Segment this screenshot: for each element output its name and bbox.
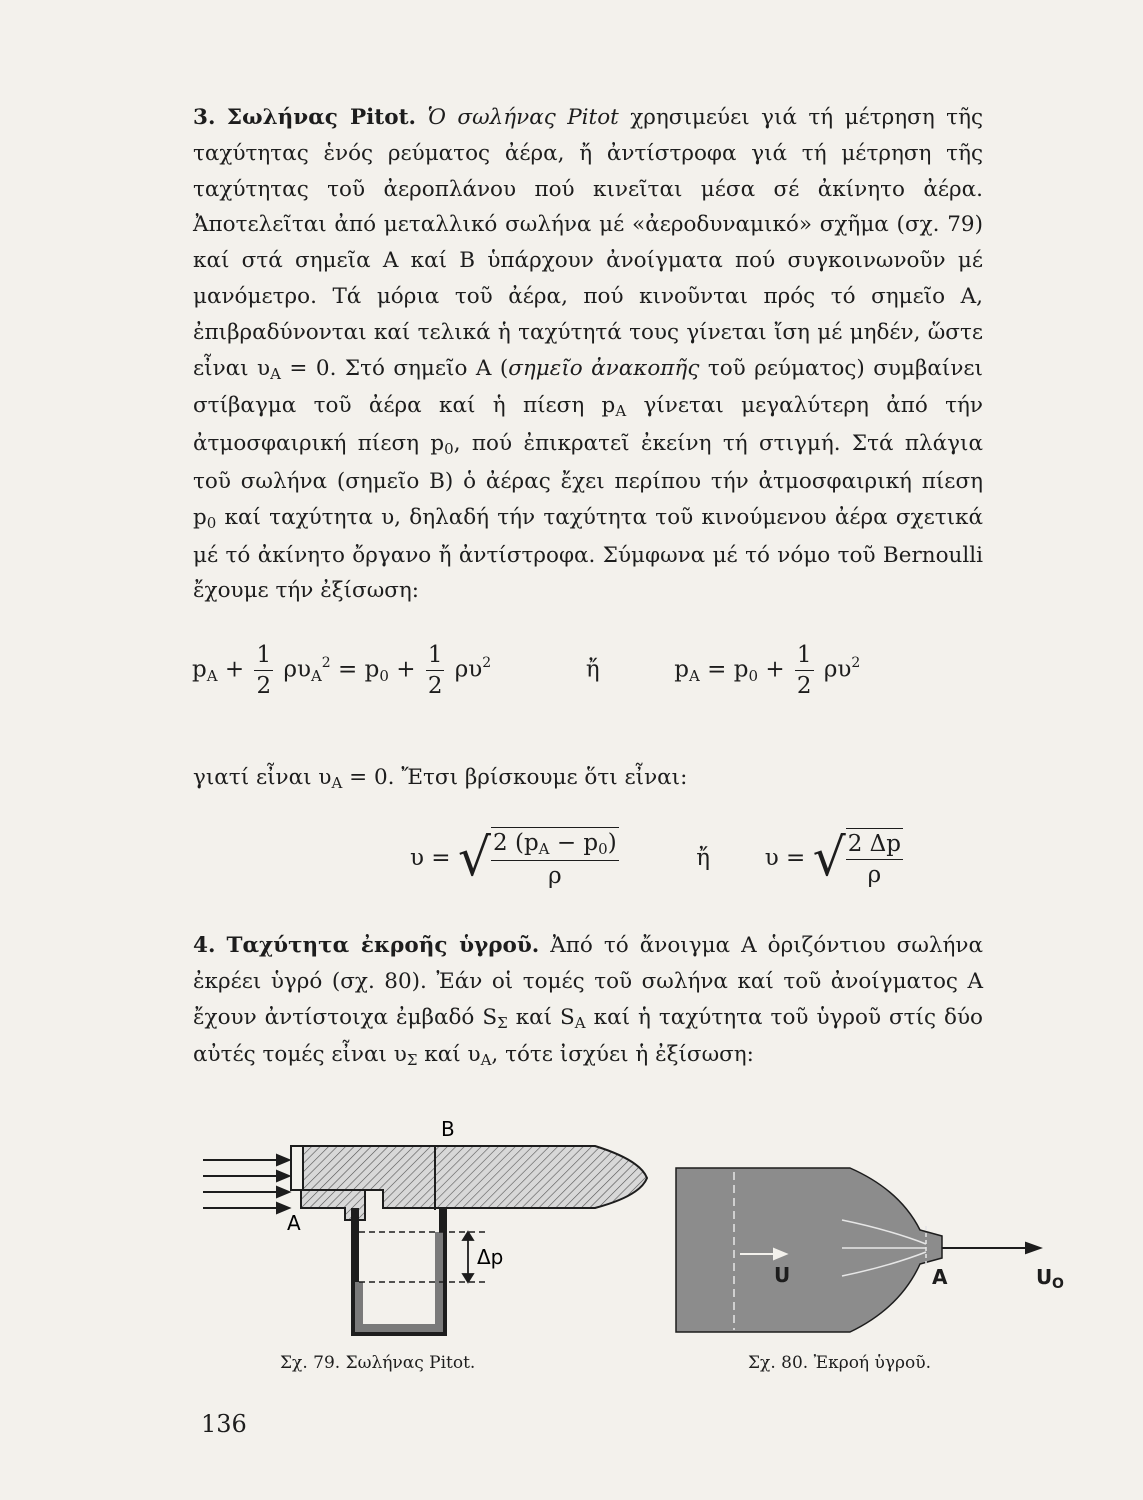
eq2-num-b: − p [549, 830, 599, 856]
eq1-half2-den: 2 [427, 673, 443, 699]
section-3-body-a: χρησιμεύει γιά τή μέτρηση τῆς ταχύτητας ἑνός ρεύματος ἀέρα, ἤ ἀντίστροφα γιά τή μέτρηση τῆς ταχύτητας τοῦ ἀεροπλάνου πού κινεῖται μέσα σέ ἀκίνητο ἀέρα. Ἀποτελεῖται ἀπό μεταλλικό σωλήνα μέ «ἀεροδυναμικό» σχῆμα (σχ. 79) καί στά σημεῖα Α καί Β ὑπάρχουν ἀνοίγματα πού συγκοινωνοῦν μέ μανόμετρο. Τά μόρια τοῦ ἀέρα, πού κινοῦνται πρός τό σημεῖο Α, ἐπιβραδύνονται καί τελικά ἡ ταχύτητά τους γίνεται ἴση μέ μηδέν, ὥστε εἶναι υ [193, 105, 983, 381]
eq1-half-num: 1 [254, 640, 273, 671]
s4-sub2: A [574, 1013, 586, 1032]
eq1-sq2: 2 [482, 654, 492, 671]
pitot-tube-figure [195, 1110, 665, 1340]
eq1b-half-den: 2 [796, 673, 812, 699]
bernoulli-equation [192, 640, 860, 701]
s4-e: , τότε ἰσχύει ἡ ἐξίσωση: [491, 1042, 754, 1068]
section-3-body-c: τοῦ ρεύματος) συμβαίνει στίβαγμα τοῦ ἀέρα καί ἡ πίεση p [193, 355, 983, 419]
eq2-num-a: 2 (p [493, 830, 539, 856]
sub-0-2: 0 [206, 513, 217, 532]
section-3-body-e: , πού ἐπικρατεῖ ἐκείνη τή στιγμή. Στά πλάγια τοῦ σωλήνα (σημεῖο Β) ὁ ἀέρας ἔχει περίπου τήν ἀτμοσφαιρική πίεση p [193, 431, 983, 530]
eq1-p0: p [364, 656, 380, 683]
fig80-label-u0-sub: O [1052, 1276, 1064, 1292]
eq1-rho-ua: ρυ [283, 656, 311, 683]
eq2b-u: υ = [764, 845, 806, 871]
section-3-body-f: καί ταχύτητα υ, δηλαδή τήν ταχύτητα τοῦ κινούμενου ἀέρα σχετικά μέ τό ἀκίνητο ὄργανο ἤ ἀντίστροφα. Σύμφωνα μέ τό νόμο τοῦ Bernoulli ἔχουμε τήν ἐξίσωση: [193, 504, 983, 604]
section-4-title: Ταχύτητα ἐκροῆς ὑγροῦ. [226, 933, 540, 958]
eq1-ua-sub: A [310, 666, 322, 685]
sub-0: 0 [444, 440, 454, 459]
s4-a: Ἀπό τό ἄνοιγμα Α ὁριζόντιου σωλήνα ἐκρέει ὑγρό (σχ. 80). Ἐάν οἱ τομές τοῦ σωλήνα καί τοῦ ἀνοίγματος Α ἔχουν ἀντίστοιχα ἐμβαδό S [193, 933, 983, 1030]
manometer-u-tube [355, 1208, 443, 1332]
eq2-num [491, 828, 619, 861]
eq1-half2-num: 1 [426, 640, 445, 671]
eq1-equals: = [338, 656, 358, 683]
manometer-fluid [359, 1232, 439, 1328]
eq1b-pa: p [674, 656, 689, 683]
eq1b-pa-sub: A [688, 666, 700, 685]
eq1-pa-sub: A [206, 666, 218, 685]
eq1-plus: + [224, 656, 245, 683]
flow-arrows-icon [203, 1155, 289, 1213]
eq1-pa: p [192, 656, 207, 683]
velocity-equation [410, 818, 906, 891]
section-3-italic-term: σημεῖο ἀνακοπῆς [508, 355, 700, 381]
section-3-text-2 [193, 760, 983, 798]
fig80-caption: Σχ. 80. Ἐκροή ὑγροῦ. [748, 1353, 931, 1373]
sub-a: A [270, 364, 281, 383]
eq1-half-den: 2 [256, 673, 272, 699]
eq1b-half [795, 640, 814, 701]
eq2-num-sub: A [538, 840, 550, 858]
eq2-num-sub0: 0 [598, 840, 608, 858]
s4-c: καί ἡ ταχύτητα τοῦ ὑγροῦ στίς δύο αὐτές τομές εἶναι υ [193, 1004, 983, 1068]
opening-a [291, 1146, 303, 1190]
pipe-body [676, 1168, 942, 1332]
eq2-den: ρ [548, 863, 562, 889]
section-4-number: 4. [193, 933, 216, 958]
eq1b-p0: p [733, 656, 749, 683]
p2-sub: A [331, 774, 343, 792]
s4-sub3: Σ [406, 1051, 418, 1070]
section-4-paragraph [193, 928, 983, 1075]
eq1-plus-2: + [396, 656, 416, 683]
fig80-label-a: A [932, 1265, 948, 1289]
fig79-label-a: A [287, 1211, 301, 1235]
eq2-num-c: ) [607, 830, 617, 856]
eq1b-sq: 2 [851, 654, 861, 671]
s4-d: καί υ [417, 1042, 481, 1068]
eq2b-den: ρ [867, 862, 882, 888]
fig79-caption: Σχ. 79. Σωλήνας Pitot. [280, 1353, 476, 1373]
section-3-intro: Ὁ σωλήνας Pitot [427, 105, 619, 130]
fig80-label-u0: U [1036, 1265, 1053, 1289]
eq1-sq1: 2 [321, 654, 331, 671]
section-3-body-d: γίνεται μεγαλύτερη ἀπό τήν ἀτμοσφαιρική πίεση p [193, 393, 983, 457]
p2-a: γιατί εἶναι υ [193, 765, 332, 790]
outlet-velocity-arrow-icon [942, 1243, 1040, 1253]
eq2-or: ἤ [696, 845, 711, 871]
sqrt-icon-2: √ [812, 828, 846, 888]
fig79-label-dp: Δp [477, 1245, 504, 1269]
p2-b: = 0. Ἔτσι βρίσκουμε ὅτι εἶναι: [342, 765, 688, 790]
eq1b-half-num: 1 [795, 640, 814, 671]
eq1b-rho-u: ρυ [823, 656, 852, 683]
s4-sub1: Σ [497, 1013, 508, 1032]
section-3-paragraph [193, 100, 983, 609]
fig79-label-b: B [441, 1117, 455, 1141]
eq1b-plus: + [765, 656, 785, 683]
fig80-label-u: U [774, 1263, 791, 1287]
eq1b-p0-sub: 0 [748, 666, 758, 685]
s4-sub4: A [480, 1051, 492, 1070]
section-3-text [193, 100, 983, 609]
section-3-body-b: = 0. Στό σημεῖο Α ( [280, 355, 509, 381]
delta-p-marker [463, 1232, 473, 1282]
section-4-text [193, 928, 983, 1075]
outflow-figure [670, 1160, 1100, 1340]
eq1b-equals: = [707, 656, 727, 683]
eq1-rho-u: ρυ [454, 656, 483, 683]
eq2b-num: 2 Δp [846, 829, 903, 860]
eq1-half-2 [426, 640, 445, 701]
eq2-frac [491, 827, 619, 891]
sub-a-2: A [615, 402, 627, 421]
section-3-paragraph-2 [193, 760, 983, 798]
eq2b-frac [846, 828, 903, 890]
eq1-half [254, 640, 273, 701]
eq1-or: ἤ [585, 656, 600, 683]
section-3-title: Σωλήνας Pitot. [226, 105, 416, 130]
eq2-u: υ = [410, 845, 451, 871]
s4-b: καί S [507, 1004, 575, 1030]
eq1-p0-sub: 0 [379, 666, 389, 685]
page-number: 136 [201, 1410, 247, 1438]
section-3-number: 3. [193, 105, 216, 130]
sqrt-icon: √ [457, 828, 492, 888]
